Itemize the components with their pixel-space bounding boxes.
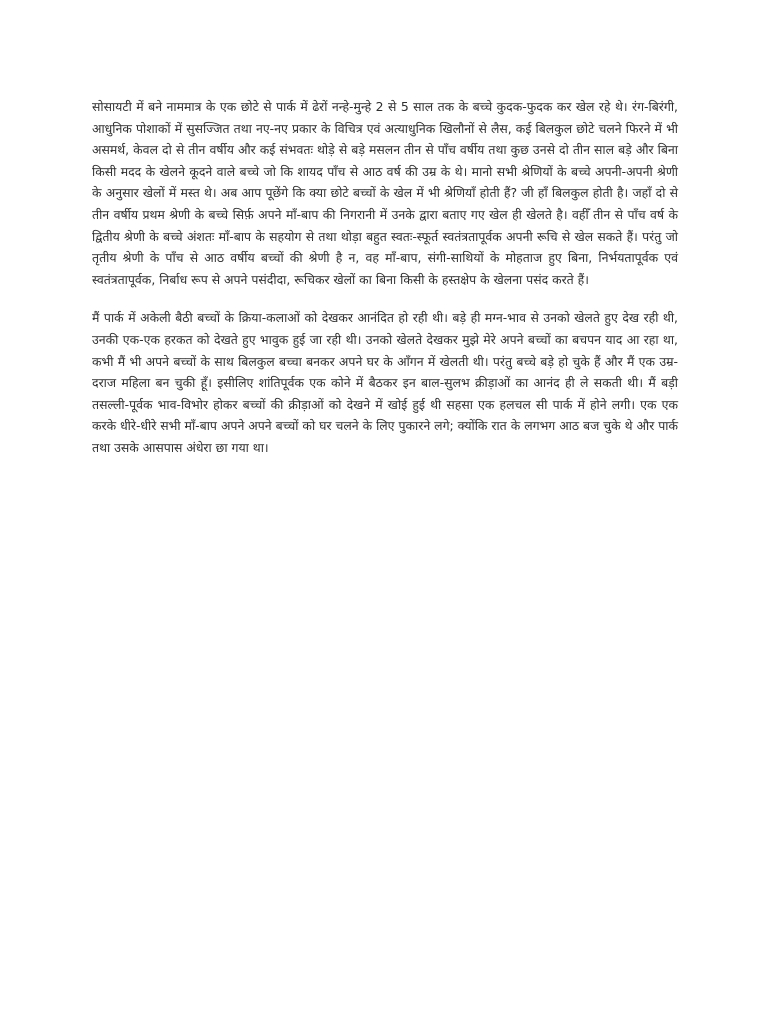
- paragraph-1: सोसायटी में बने नाममात्र के एक छोटे से पार्क में ढेरों नन्हे-मुन्हे 2 से 5 साल तक के बच्चे कुदक-फुदक कर खेल रहे थे। रंग-बिरंगी, आधुनिक पोशाकों में सुसज्जित तथा नए-नए प्रकार के विचित्र एवं अत्याधुनिक खिलौनों से लैस, कई बिलकुल छोटे चलने फिरने में भी असमर्थ, केवल दो से तीन वर्षीय और कई संभवतः थोड़े से बड़े मसलन तीन से पाँच वर्षीय तथा कुछ उनसे दो तीन साल बड़े और बिना किसी मदद के खेलने कूदने वाले बच्चे जो कि शायद पाँच से आठ वर्ष की उम्र के थे। मानो सभी श्रेणियों के बच्चे अपनी-अपनी श्रेणी के अनुसार खेलों में मस्त थे। अब आप पूछेंगे कि क्या छोटे बच्चों के खेल में भी श्रेणियाँ होती हैं? जी हाँ बिलकुल होती है। जहाँ दो से तीन वर्षीय प्रथम श्रेणी के बच्चे सिर्फ़ अपने माँ-बाप की निगरानी में उनके द्वारा बताए गए खेल ही खेलते है। वहीँ तीन से पाँच वर्ष के द्वितीय श्रेणी के बच्चे अंशतः माँ-बाप के सहयोग से तथा थोड़ा बहुत स्वतः-स्फूर्त स्वतंत्रतापूर्वक अपनी रूचि से खेल सकते हैं। परंतु जो तृतीय श्रेणी के पाँच से आठ वर्षीय बच्चों की श्रेणी है न, वह माँ-बाप, संगी-साथियों के मोहताज हुए बिना, निर्भयतापूर्वक एवं स्वतंत्रतापूर्वक, निर्बाध रूप से अपने पसंदीदा, रूचिकर खेलों का बिना किसी के हस्तक्षेप के खेलना पसंद करते हैं।: [92, 99, 678, 287]
- paragraph-2: मैं पार्क में अकेली बैठी बच्चों के क्रिया-कलाओं को देखकर आनंदित हो रही थी। बड़े ही मग्न-भाव से उनको खेलते हुए देख रही थी, उनकी एक-एक हरकत को देखते हुए भावुक हुई जा रही थी। उनको खेलते देखकर मुझे मेरे अपने बच्चों का बचपन याद आ रहा था, कभी मैं भी अपने बच्चों के साथ बिलकुल बच्चा बनकर अपने घर के आँगन में खेलती थी। परंतु बच्चे बड़े हो चुके हैं और मैं एक उम्र-दराज महिला बन चुकी हूँ। इसीलिए शांतिपूर्वक एक कोने में बैठकर इन बाल-सुलभ क्रीड़ाओं का आनंद ही ले सकती थी। मैं बड़ी तसल्ली-पूर्वक भाव-विभोर होकर बच्चों की क्रीड़ाओं को देखने में खोई हुई थी सहसा एक हलचल सी पार्क में होने लगी। एक एक करके धीरे-धीरे सभी माँ-बाप अपने अपने बच्चों को घर चलने के लिए पुकारने लगे; क्योंकि रात के लगभग आठ बज चुके थे और पार्क तथा उसके आसपास अंधेरा छा गया था।: [92, 310, 678, 455]
- document-body: [92, 96, 678, 476]
